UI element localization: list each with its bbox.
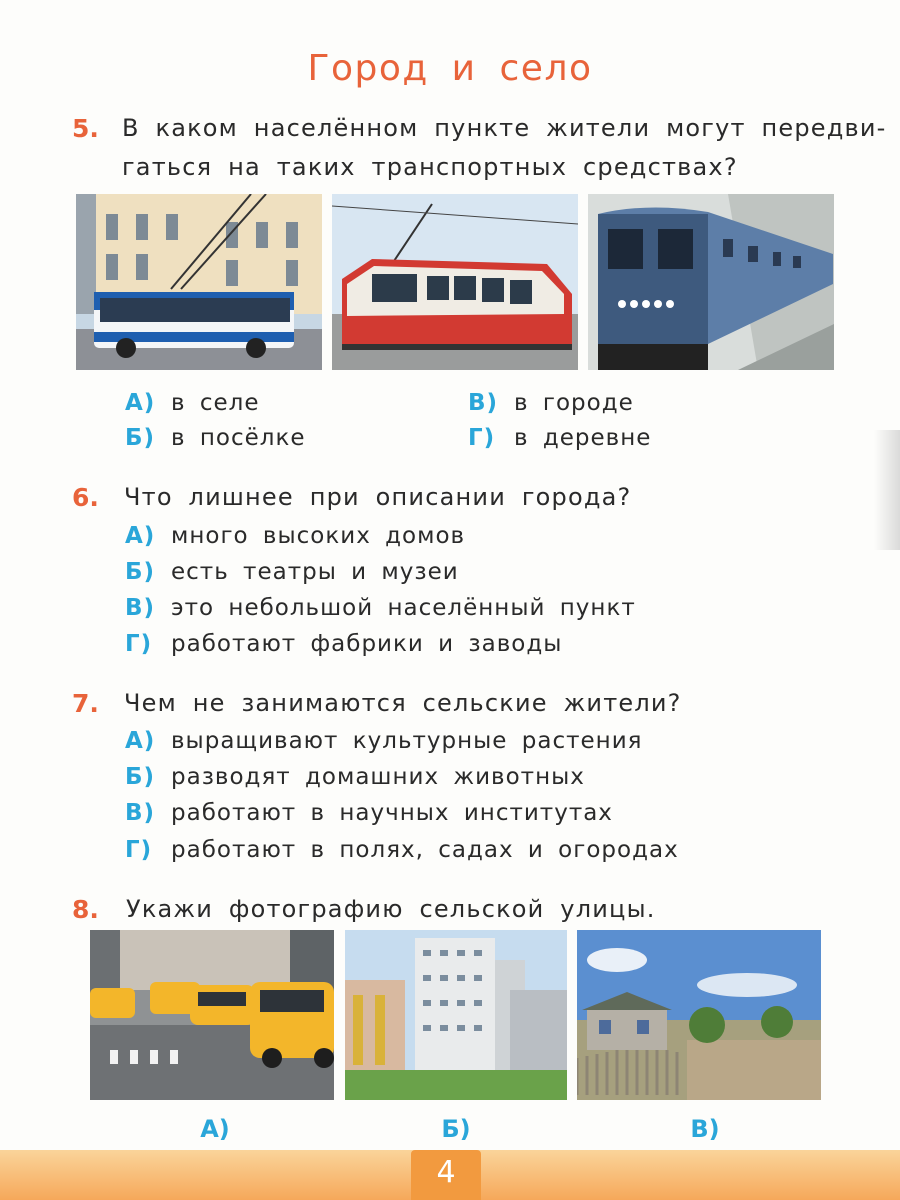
apartment-blocks-photo[interactable] <box>345 930 567 1100</box>
option-text: много высоких домов <box>171 523 466 549</box>
taxi-street-photo[interactable] <box>90 930 334 1100</box>
option-letter: Б) <box>125 559 156 585</box>
question-7-option-b[interactable] <box>125 764 585 790</box>
question-8-number: 8. <box>72 895 99 924</box>
option-text: разводят домашних животных <box>171 764 585 790</box>
question-7-number: 7. <box>72 689 99 718</box>
photo-label-b[interactable]: Б) <box>441 1115 471 1143</box>
option-letter: Г) <box>125 631 153 657</box>
option-text: это небольшой населённый пункт <box>171 595 636 621</box>
option-letter: Б) <box>125 425 156 451</box>
question-6-text: Что лишнее при описании города? <box>124 483 632 511</box>
trolleybus-photo <box>76 194 322 370</box>
question-5-option-v[interactable] <box>468 390 634 416</box>
option-letter: В) <box>125 595 156 621</box>
option-text: выращивают культурные растения <box>171 728 643 754</box>
option-letter: А) <box>125 390 156 416</box>
tram-photo <box>332 194 578 370</box>
question-5-option-b[interactable] <box>125 425 306 451</box>
option-text: работают фабрики и заводы <box>171 631 563 657</box>
question-6-option-b[interactable] <box>125 559 459 585</box>
question-6-option-v[interactable] <box>125 595 636 621</box>
question-7-text: Чем не занимаются сельские жители? <box>124 689 682 717</box>
village-street-photo[interactable] <box>577 930 821 1100</box>
question-5-number: 5. <box>72 114 99 143</box>
option-letter: В) <box>468 390 499 416</box>
option-text: есть театры и музеи <box>171 559 459 585</box>
photo-label-v[interactable]: В) <box>690 1115 720 1143</box>
option-letter: Б) <box>125 764 156 790</box>
question-8-text: Укажи фотографию сельской улицы. <box>126 895 656 923</box>
option-text: в посёлке <box>171 425 306 451</box>
page-title: Город и село <box>307 48 593 89</box>
option-text: в селе <box>171 390 260 416</box>
question-5-text-line-1: В каком населённом пункте жители могут передви- <box>122 114 887 142</box>
question-7-option-g[interactable] <box>125 837 679 863</box>
question-6-number: 6. <box>72 483 99 512</box>
question-5-option-g[interactable] <box>468 425 651 451</box>
option-letter: В) <box>125 800 156 826</box>
page-number: 4 <box>411 1150 481 1200</box>
option-text: работают в полях, садах и огородах <box>171 837 679 863</box>
option-text: в городе <box>514 390 634 416</box>
option-letter: А) <box>125 523 156 549</box>
option-letter: Г) <box>468 425 496 451</box>
question-5-text-line-2: гаться на таких транспортных средствах? <box>122 153 738 181</box>
question-7-option-v[interactable] <box>125 800 613 826</box>
option-letter: А) <box>125 728 156 754</box>
option-text: в деревне <box>514 425 652 451</box>
question-5-option-a[interactable] <box>125 390 260 416</box>
question-6-option-g[interactable] <box>125 631 562 657</box>
metro-train-photo <box>588 194 834 370</box>
question-6-option-a[interactable] <box>125 523 465 549</box>
photo-label-a[interactable]: А) <box>200 1115 230 1143</box>
option-letter: Г) <box>125 837 153 863</box>
question-7-option-a[interactable] <box>125 728 642 754</box>
page-edge-shadow <box>874 430 900 550</box>
option-text: работают в научных институтах <box>171 800 613 826</box>
